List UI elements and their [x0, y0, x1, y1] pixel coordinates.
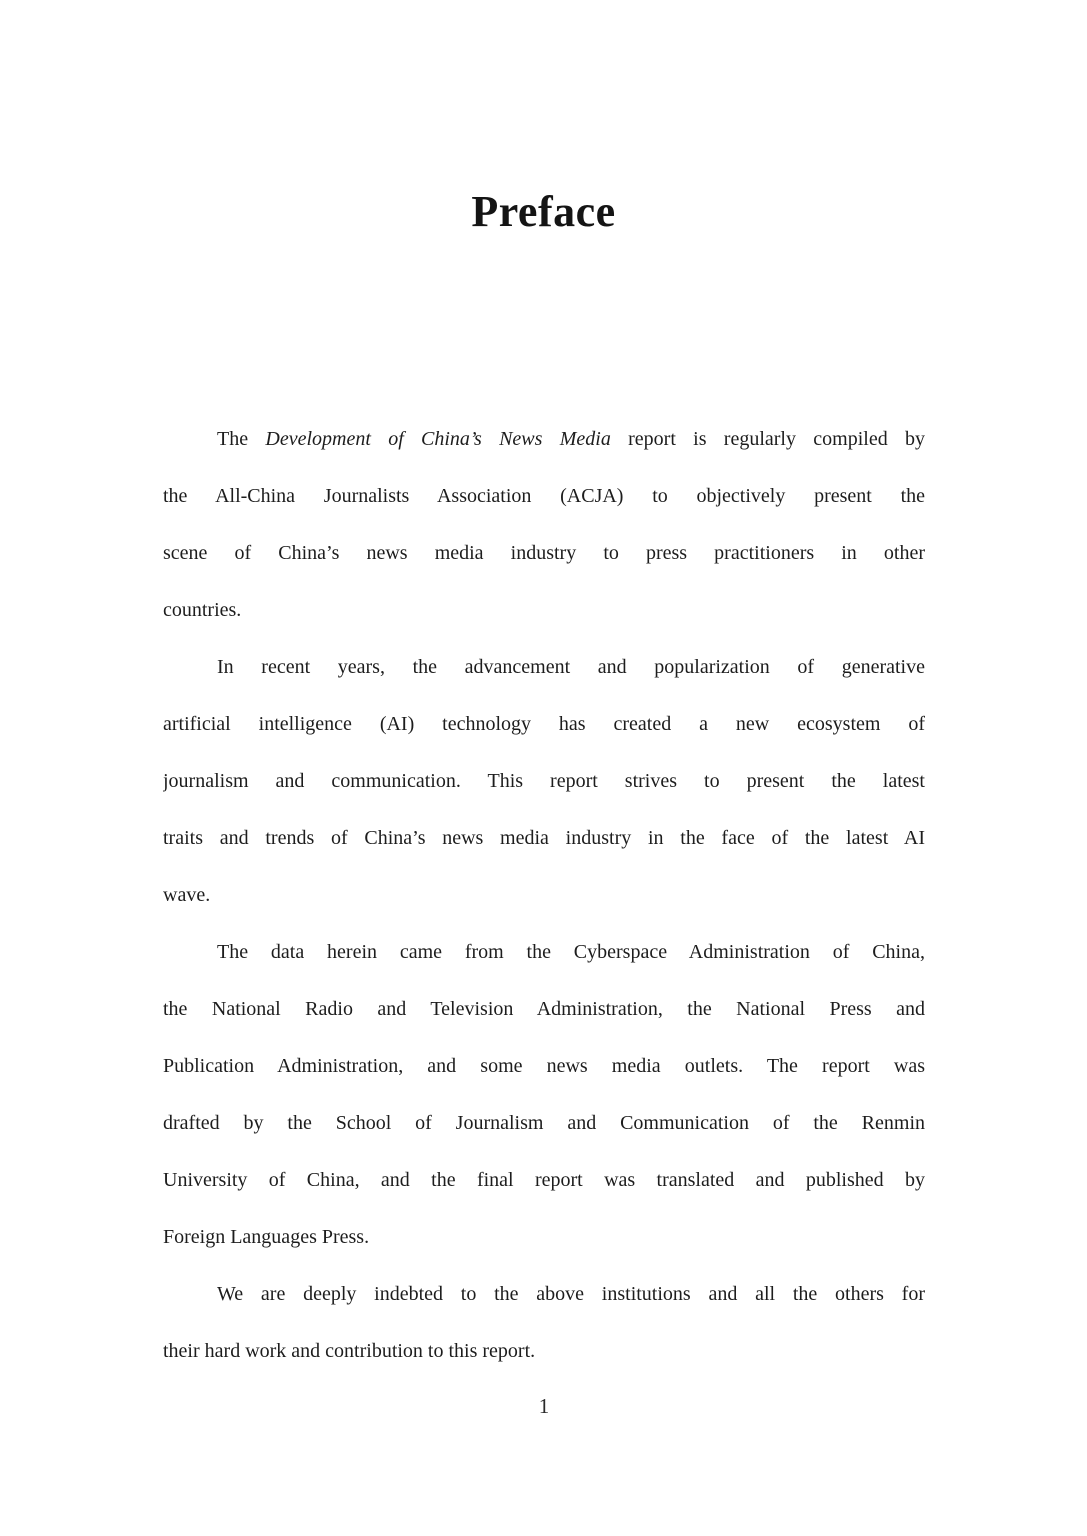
text-line	[163, 1323, 925, 1380]
text-line	[163, 1038, 925, 1095]
text-line	[163, 525, 925, 582]
text-segment: journalism and communication. This report strives to present the latest	[163, 770, 925, 792]
text-segment: wave.	[163, 884, 211, 906]
text-line	[163, 924, 925, 981]
text-line	[163, 411, 925, 468]
text-line	[163, 696, 925, 753]
text-segment: Foreign Languages Press.	[163, 1226, 370, 1248]
text-segment: report is regularly compiled by	[610, 428, 925, 450]
text-line	[163, 1209, 925, 1266]
text-segment: countries.	[163, 599, 242, 621]
text-line	[163, 753, 925, 810]
text-segment: their hard work and contribution to this report.	[163, 1340, 536, 1362]
page-number: 1	[538, 1394, 550, 1418]
text-line	[163, 981, 925, 1038]
text-line	[163, 1152, 925, 1209]
text-line	[163, 468, 925, 525]
text-segment: The data herein came from the Cyberspace Administration of China,	[217, 941, 925, 963]
report-title-italic-text: Development of China’s News Media	[265, 428, 611, 450]
page-title: Preface	[471, 187, 616, 236]
text-segment: Publication Administration, and some news media outlets. The report was	[163, 1055, 925, 1077]
text-segment: traits and trends of China’s news media industry in the face of the latest AI	[163, 827, 925, 849]
text-line	[163, 867, 925, 924]
text-segment: University of China, and the final report was translated and published by	[163, 1169, 925, 1191]
text-line	[163, 810, 925, 867]
text-line	[163, 1095, 925, 1152]
text-segment: the National Radio and Television Administration, the National Press and	[163, 998, 925, 1020]
text-segment: scene of China’s news media industry to press practitioners in other	[163, 542, 925, 564]
text-line	[163, 1266, 925, 1323]
text-line	[163, 639, 925, 696]
text-segment: artificial intelligence (AI) technology has created a new ecosystem of	[163, 713, 925, 735]
text-segment: drafted by the School of Journalism and Communication of the Renmin	[163, 1112, 925, 1134]
text-segment: In recent years, the advancement and popularization of generative	[217, 656, 925, 678]
text-segment: We are deeply indebted to the above institutions and all the others for	[217, 1283, 925, 1305]
text-segment: the All-China Journalists Association (ACJA) to objectively present the	[163, 485, 925, 507]
preface-body	[163, 411, 925, 1380]
text-line	[163, 582, 925, 639]
text-segment: The	[217, 428, 266, 450]
